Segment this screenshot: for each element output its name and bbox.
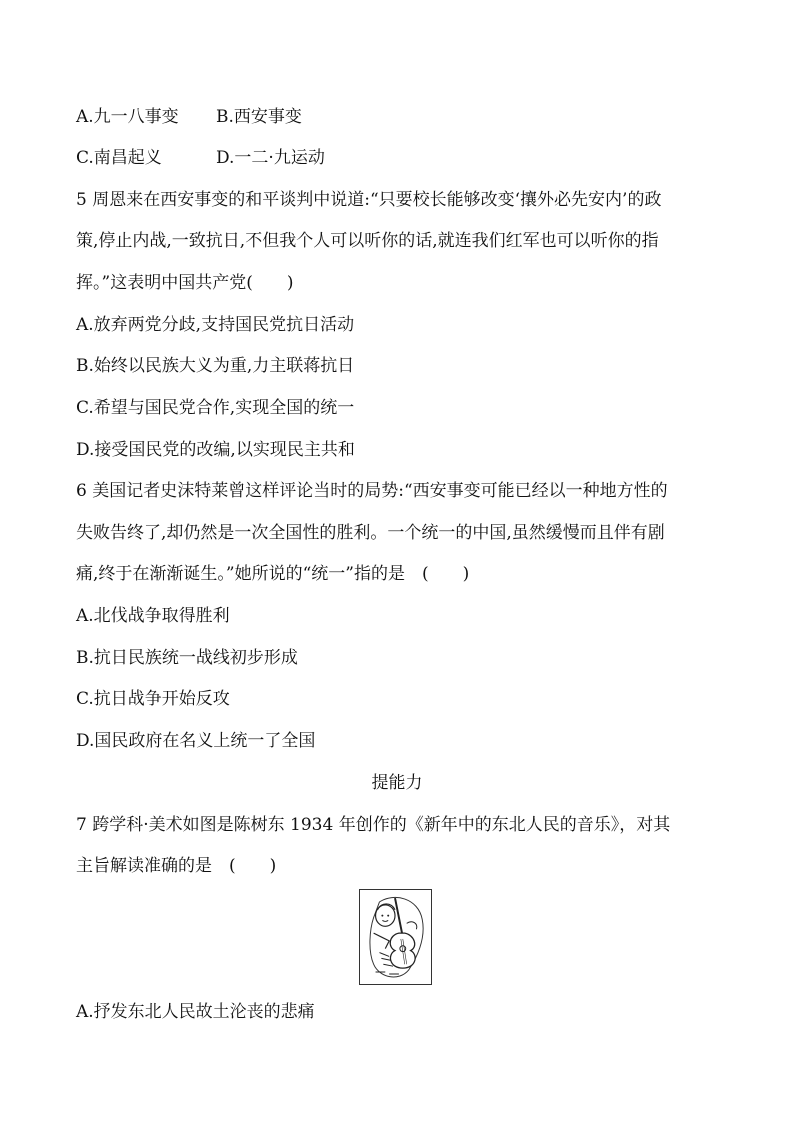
q4-option-b: B.西安事变 [216,107,302,127]
q5-option-d: D.接受国民党的改编,以实现民主共和 [76,440,355,460]
q6-stem-line-3: 痛,终于在渐渐诞生。”她所说的“统一”指的是 ( ) [76,564,470,584]
q5-option-a: A.放弃两党分歧,支持国民党抗日活动 [76,315,355,335]
q6-option-a: A.北伐战争取得胜利 [76,606,230,626]
q7-option-a: A.抒发东北人民故土沦丧的悲痛 [76,1002,315,1022]
q5-stem-line-2: 策,停止内战,一致抗日,不但我个人可以听你的话,就连我们红军也可以听你的指 [76,231,659,251]
q7-stem-line-2: 主旨解读准确的是 ( ) [76,856,277,876]
woodcut-guitar-player-illustration [359,889,432,985]
q4-option-a: A.九一八事变 [76,107,179,127]
q6-option-d: D.国民政府在名义上统一了全国 [76,731,316,751]
q5-option-c: C.希望与国民党合作,实现全国的统一 [76,398,355,418]
q6-stem-line-1: 6 美国记者史沫特莱曾这样评论当时的局势:“西安事变可能已经以一种地方性的 [76,481,668,501]
q4-option-d: D.一二·九运动 [216,148,325,168]
q4-option-row-2 [76,148,325,168]
q7-stem-line-1: 7 跨学科·美术如图是陈树东 1934 年创作的《新年中的东北人民的音乐》，对其 [76,815,671,835]
q5-stem-line-1: 5 周恩来在西安事变的和平谈判中说道:“只要校长能够改变‘攘外必先安内’的政 [76,190,662,210]
q5-option-b: B.始终以民族大义为重,力主联蒋抗日 [76,356,355,376]
q4-option-row-1 [76,107,302,127]
q6-option-b: B.抗日民族统一战线初步形成 [76,648,298,668]
q5-stem-line-3: 挥。”这表明中国共产党( ) [76,273,294,293]
q6-stem-line-2: 失败告终了,却仍然是一次全国性的胜利。一个统一的中国,虽然缓慢而且伴有剧 [76,523,665,543]
q6-option-c: C.抗日战争开始反攻 [76,689,230,709]
section-title: 提能力 [371,773,423,793]
q4-option-c: C.南昌起义 [76,148,162,168]
